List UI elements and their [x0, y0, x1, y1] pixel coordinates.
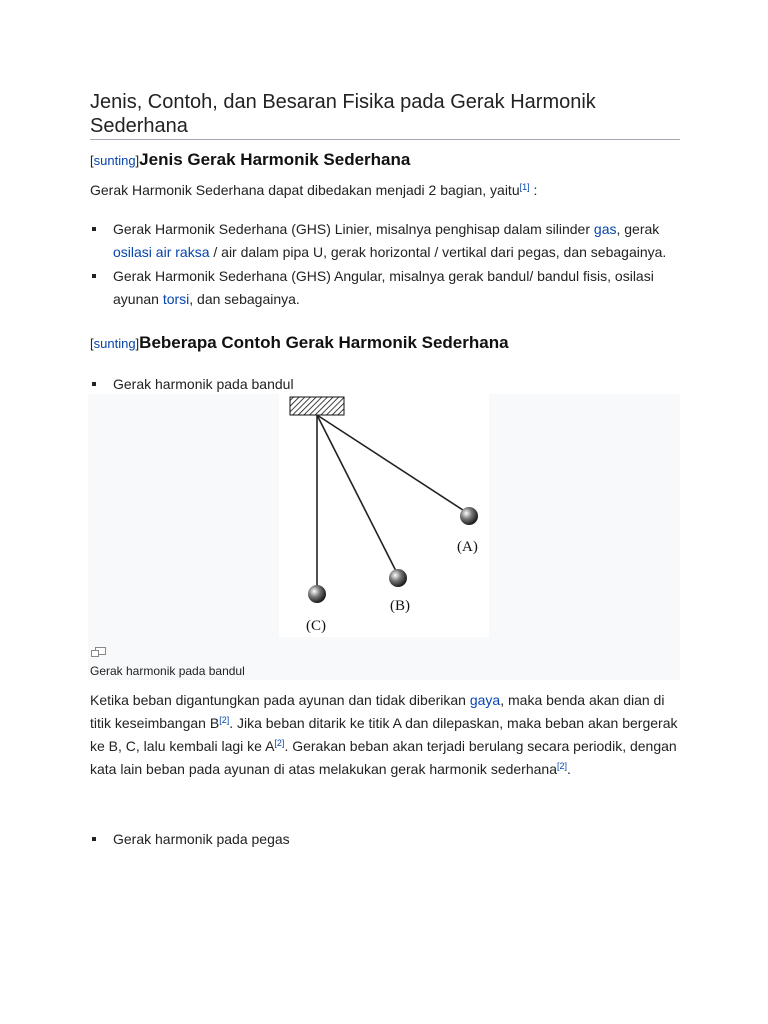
edit-link-jenis[interactable]: sunting	[93, 153, 136, 168]
intro-text: Gerak Harmonik Sederhana dapat dibedakan menjadi 2 bagian, yaitu	[90, 182, 520, 198]
list-item-linier	[90, 218, 680, 264]
ghs-type-list	[90, 218, 680, 312]
link-gas[interactable]: gas	[593, 221, 617, 237]
section-heading-text: Beberapa Contoh Gerak Harmonik Sederhana	[139, 333, 509, 352]
intro-paragraph	[90, 179, 680, 202]
pendulum-bob-c	[308, 585, 326, 603]
list-text: , gerak	[616, 221, 660, 237]
list-text: / air dalam pipa U, gerak horizontal / vertikal dari pegas, dan sebagainya.	[209, 244, 667, 260]
title-divider	[90, 139, 680, 140]
list-text: Gerak Harmonik Sederhana (GHS) Linier, misalnya penghisap dalam silinder	[113, 221, 594, 237]
label-a: (A)	[457, 539, 478, 555]
list-item-pegas: Gerak harmonik pada pegas	[90, 828, 680, 851]
section-heading-text: Jenis Gerak Harmonik Sederhana	[139, 150, 411, 169]
string-b	[317, 415, 398, 575]
edit-bracket-close: ]	[135, 336, 140, 351]
page-title: Jenis, Contoh, dan Besaran Fisika pada Gerak Harmonik Sederhana	[90, 91, 596, 137]
edit-bracket-open: [	[90, 153, 94, 168]
pendulum-bob-a	[460, 507, 478, 525]
edit-bracket-close: ]	[135, 153, 140, 168]
example-list-pegas	[90, 828, 680, 852]
pendulum-diagram	[279, 394, 489, 637]
link-gaya[interactable]: gaya	[469, 692, 501, 708]
para-text: . Gerakan beban akan terjadi berulang secara periodik, dengan kata lain beban pada ayunan di atas melakukan gerak harmonik sederhana	[90, 738, 677, 777]
para-text: , maka benda akan dian di titik keseimbangan B	[90, 692, 665, 731]
section-heading-contoh	[90, 333, 509, 353]
link-torsi[interactable]: torsi	[162, 291, 190, 307]
ref-link-2c[interactable]: [2]	[556, 761, 567, 771]
para-text: . Jika beban ditarik ke titik A dan dilepaskan, maka beban akan bergerak ke B, C, lalu kembali lagi ke A	[90, 715, 678, 754]
ref-link-2b[interactable]: [2]	[274, 738, 285, 748]
label-b: (B)	[390, 598, 410, 614]
label-c: (C)	[306, 618, 326, 634]
ref-link-1[interactable]: [1]	[519, 182, 530, 192]
list-item-angular	[90, 265, 680, 311]
para-text: Ketika beban digantungkan pada ayunan dan tidak diberikan	[90, 692, 470, 708]
intro-end: :	[529, 182, 538, 198]
section-heading-jenis	[90, 150, 410, 170]
bandul-paragraph	[90, 689, 680, 781]
pendulum-support	[290, 397, 344, 415]
list-text: , dan sebagainya.	[189, 291, 300, 307]
ref-link-2a[interactable]: [2]	[219, 715, 230, 725]
list-item-bandul: Gerak harmonik pada bandul	[90, 373, 680, 396]
pendulum-bob-b	[389, 569, 407, 587]
list-text: Gerak Harmonik Sederhana (GHS) Angular, misalnya gerak bandul/ bandul fisis, osilasi ayunan	[113, 268, 654, 307]
para-text: .	[567, 761, 571, 777]
pendulum-figure[interactable]	[279, 394, 489, 637]
figure-caption: Gerak harmonik pada bandul	[90, 664, 245, 678]
edit-link-contoh[interactable]: sunting	[93, 336, 136, 351]
edit-bracket-open: [	[90, 336, 94, 351]
link-osilasi-air-raksa[interactable]: osilasi air raksa	[113, 244, 210, 260]
string-a	[317, 415, 469, 514]
enlarge-icon[interactable]	[91, 645, 106, 663]
